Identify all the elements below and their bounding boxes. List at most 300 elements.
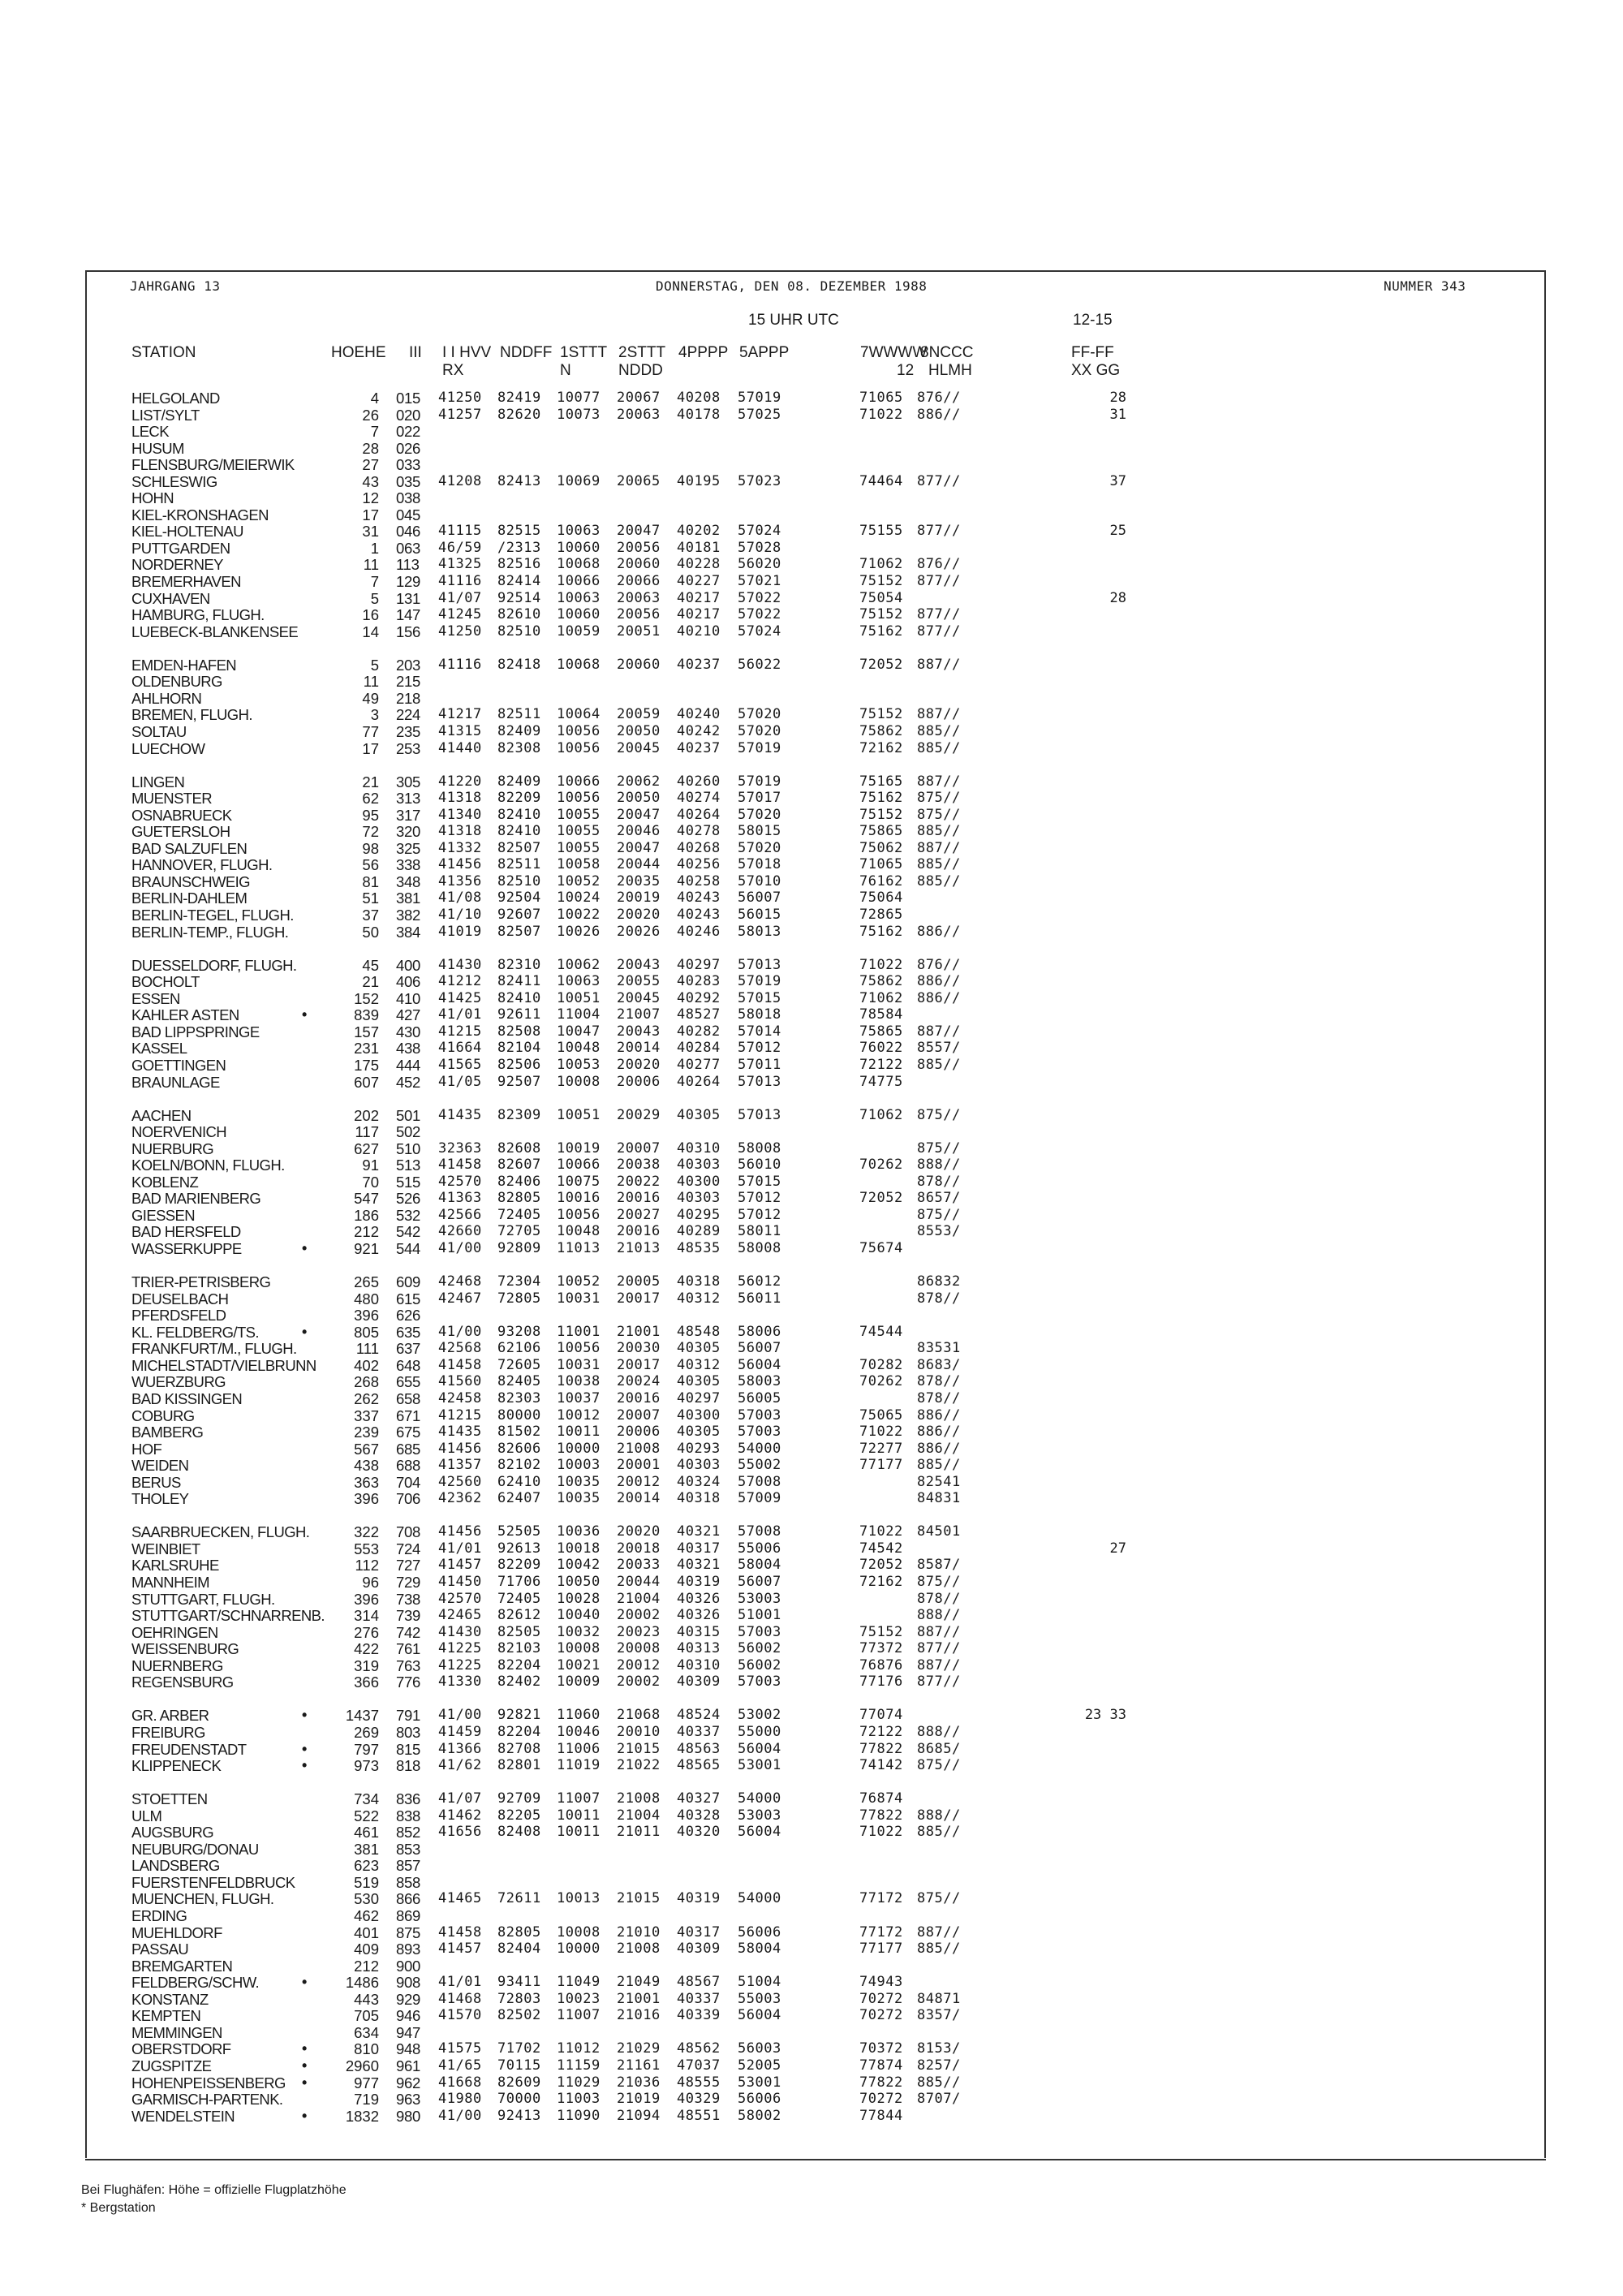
synop-group: 20002	[617, 1674, 661, 1690]
synop-group: 10055	[557, 840, 601, 856]
synop-group: 10077	[557, 390, 601, 406]
station-name: WEINBIET	[131, 1540, 200, 1557]
synop-group: 21008	[617, 1441, 661, 1457]
synop-group: 48562	[677, 2040, 721, 2057]
station-name: HELGOLAND	[131, 390, 220, 407]
synop-group: 82620	[497, 407, 541, 423]
station-index: 658	[396, 1390, 420, 1407]
col-7wwww-label: 7WWWW	[860, 344, 928, 361]
synop-group: 55000	[738, 1724, 781, 1740]
station-name: FLENSBURG/MEIERWIK	[131, 456, 295, 473]
weather-group: 72052	[859, 1190, 903, 1206]
synop-group: 40202	[677, 523, 721, 539]
station-row	[0, 1707, 1623, 1724]
station-index: 510	[396, 1140, 420, 1157]
col-8nccc-sub: HLMH	[928, 362, 972, 379]
synop-group: 57028	[738, 540, 781, 556]
synop-group: 10060	[557, 606, 601, 622]
synop-group: 10048	[557, 1040, 601, 1056]
synop-group: 41/01	[438, 1540, 482, 1557]
synop-group: 82414	[497, 573, 541, 589]
station-name: MUENCHEN, FLUGH.	[131, 1890, 274, 1907]
station-height: 91	[362, 1157, 379, 1174]
synop-group: 71706	[497, 1574, 541, 1590]
station-name: THOLEY	[131, 1490, 189, 1507]
synop-group: 57020	[738, 706, 781, 722]
station-row	[0, 1874, 1623, 1891]
synop-group: 40326	[677, 1591, 721, 1607]
synop-group: 20008	[617, 1640, 661, 1656]
station-height: 157	[354, 1023, 379, 1040]
synop-group: 10038	[557, 1373, 601, 1389]
synop-group: 40337	[677, 1991, 721, 2007]
station-name: BAD SALZUFLEN	[131, 840, 248, 857]
synop-group: 82205	[497, 1807, 541, 1824]
weather-group: 74775	[859, 1074, 903, 1090]
col-8nccc-label: 8NCCC	[920, 344, 974, 361]
station-name: BAD MARIENBERG	[131, 1190, 261, 1207]
station-name: AHLHORN	[131, 690, 202, 707]
synop-group: 40217	[677, 606, 721, 622]
synop-group: 82303	[497, 1390, 541, 1406]
synop-group: 57015	[738, 1174, 781, 1190]
station-index: 675	[396, 1424, 420, 1441]
synop-group: 82418	[497, 657, 541, 673]
station-height: 12	[362, 489, 379, 506]
synop-group: 21008	[617, 1790, 661, 1807]
synop-group: 82405	[497, 1373, 541, 1389]
synop-group: 72304	[497, 1273, 541, 1290]
synop-group: 41/07	[438, 1790, 482, 1807]
weather-group: 71065	[859, 390, 903, 406]
synop-group: 82612	[497, 1607, 541, 1623]
station-row	[0, 1290, 1623, 1307]
synop-group: 40283	[677, 973, 721, 989]
synop-group: 42560	[438, 1474, 482, 1490]
synop-group: /2313	[497, 540, 541, 556]
synop-group: 40318	[677, 1273, 721, 1290]
synop-group: 57024	[738, 523, 781, 539]
synop-group: 10031	[557, 1357, 601, 1373]
station-row	[0, 423, 1623, 440]
synop-group: 54000	[738, 1441, 781, 1457]
synop-group: 41656	[438, 1824, 482, 1840]
synop-group: 20006	[617, 1074, 661, 1090]
cloud-group: 885//	[917, 2074, 961, 2091]
station-height: 530	[354, 1890, 379, 1907]
gust-value: 27	[1109, 1540, 1126, 1557]
cloud-group: 887//	[917, 840, 961, 856]
synop-group: 62106	[497, 1340, 541, 1356]
station-height: 56	[362, 856, 379, 873]
synop-group: 82607	[497, 1157, 541, 1173]
synop-group: 10011	[557, 1424, 601, 1440]
station-index: 648	[396, 1357, 420, 1374]
station-height: 337	[354, 1407, 379, 1424]
synop-group: 72605	[497, 1357, 541, 1373]
col-ffff-sub: XX GG	[1071, 362, 1121, 379]
synop-group: 40243	[677, 890, 721, 906]
station-name: OLDENBURG	[131, 673, 222, 690]
station-height: 186	[354, 1207, 379, 1224]
station-index: 218	[396, 690, 420, 707]
synop-group: 10026	[557, 924, 601, 940]
synop-group: 72805	[497, 1290, 541, 1307]
synop-group: 20001	[617, 1457, 661, 1473]
synop-group: 20024	[617, 1373, 661, 1389]
station-row	[0, 440, 1623, 457]
cloud-group: 885//	[917, 723, 961, 739]
station-height: 50	[362, 924, 379, 941]
station-row	[0, 1591, 1623, 1608]
synop-group: 82506	[497, 1057, 541, 1073]
station-row	[0, 907, 1623, 924]
station-height: 839	[354, 1006, 379, 1023]
synop-group: 40217	[677, 590, 721, 606]
mountain-station-note: * Bergstation	[81, 2201, 156, 2215]
synop-group: 20012	[617, 1657, 661, 1674]
synop-group: 40319	[677, 1574, 721, 1590]
station-name: BAMBERG	[131, 1424, 204, 1441]
synop-group: 57023	[738, 473, 781, 489]
station-height: 607	[354, 1074, 379, 1091]
station-row	[0, 1741, 1623, 1758]
synop-group: 10035	[557, 1474, 601, 1490]
synop-group: 40178	[677, 407, 721, 423]
synop-group: 82805	[497, 1190, 541, 1206]
station-index: 609	[396, 1273, 420, 1290]
synop-group: 41459	[438, 1724, 482, 1740]
station-name: STUTTGART/SCHNARRENB.	[131, 1607, 325, 1624]
cloud-group: 886//	[917, 407, 961, 423]
station-name: PASSAU	[131, 1941, 189, 1958]
mountain-station-marker: •	[302, 1240, 308, 1256]
weather-group: 71062	[859, 990, 903, 1006]
station-row	[0, 990, 1623, 1007]
synop-group: 10021	[557, 1657, 601, 1674]
weather-group: 72122	[859, 1057, 903, 1073]
synop-group: 41115	[438, 523, 482, 539]
synop-group: 40264	[677, 1074, 721, 1090]
station-height: 5	[370, 590, 379, 607]
station-row	[0, 1890, 1623, 1907]
station-name: CUXHAVEN	[131, 590, 210, 607]
synop-group: 40309	[677, 1941, 721, 1957]
weather-group: 75162	[859, 623, 903, 640]
station-index: 763	[396, 1657, 420, 1674]
station-row	[0, 2057, 1623, 2074]
station-name: BAD HERSFELD	[131, 1223, 241, 1240]
station-height: 314	[354, 1607, 379, 1624]
synop-group: 10023	[557, 1991, 601, 2007]
synop-group: 41664	[438, 1040, 482, 1056]
synop-group: 11007	[557, 1790, 601, 1807]
synop-group: 82411	[497, 973, 541, 989]
synop-group: 57013	[738, 1074, 781, 1090]
cloud-group: 888//	[917, 1807, 961, 1824]
station-index: 836	[396, 1790, 420, 1807]
station-row	[0, 1640, 1623, 1657]
station-height: 734	[354, 1790, 379, 1807]
station-row	[0, 1340, 1623, 1357]
station-name: FREIBURG	[131, 1724, 205, 1741]
station-index: 962	[396, 2074, 420, 2091]
station-row	[0, 1457, 1623, 1474]
synop-group: 41217	[438, 706, 482, 722]
cloud-group: 888//	[917, 1724, 961, 1740]
synop-group: 82310	[497, 957, 541, 973]
station-name: GARMISCH-PARTENK.	[131, 2091, 283, 2108]
station-index: 215	[396, 673, 420, 690]
synop-group: 20055	[617, 973, 661, 989]
col-ffff	[1071, 344, 1120, 380]
cloud-group: 885//	[917, 740, 961, 756]
cloud-group: 83531	[917, 1340, 961, 1356]
synop-group: 40300	[677, 1407, 721, 1424]
station-index: 131	[396, 590, 420, 607]
synop-group: 82103	[497, 1640, 541, 1656]
synop-group: 11004	[557, 1006, 601, 1023]
station-height: 519	[354, 1874, 379, 1891]
station-name: DEUSELBACH	[131, 1290, 229, 1307]
synop-group: 41215	[438, 1023, 482, 1040]
mountain-station-marker: •	[302, 2040, 308, 2057]
synop-group: 20030	[617, 1340, 661, 1356]
synop-group: 82406	[497, 1174, 541, 1190]
synop-group: 41465	[438, 1890, 482, 1906]
station-height: 265	[354, 1273, 379, 1290]
col-iihvv	[442, 344, 491, 380]
cloud-group: 877//	[917, 1674, 961, 1690]
station-name: ESSEN	[131, 990, 180, 1007]
station-name: HOHN	[131, 489, 174, 506]
weather-group: 76022	[859, 1040, 903, 1056]
station-height: 72	[362, 823, 379, 840]
station-height: 27	[362, 456, 379, 473]
synop-group: 41/00	[438, 1240, 482, 1256]
station-row	[0, 1907, 1623, 1924]
station-index: 727	[396, 1557, 420, 1574]
station-name: COBURG	[131, 1407, 195, 1424]
station-index: 688	[396, 1457, 420, 1474]
synop-group: 56006	[738, 2091, 781, 2107]
synop-group: 20063	[617, 590, 661, 606]
weather-group: 71022	[859, 407, 903, 423]
synop-group: 41440	[438, 740, 482, 756]
col-iihvv-sub: RX	[442, 362, 464, 379]
synop-group: 10064	[557, 706, 601, 722]
cloud-group: 885//	[917, 856, 961, 872]
synop-group: 40328	[677, 1807, 721, 1824]
weather-group: 75674	[859, 1240, 903, 1256]
synop-group: 48548	[677, 1324, 721, 1340]
weather-group: 77172	[859, 1924, 903, 1941]
synop-group: 20002	[617, 1607, 661, 1623]
synop-group: 40324	[677, 1474, 721, 1490]
issue-date: DONNERSTAG, DEN 08. DEZEMBER 1988	[656, 278, 928, 294]
station-index: 615	[396, 1290, 420, 1307]
station-index: 542	[396, 1223, 420, 1240]
station-row	[0, 1190, 1623, 1207]
col-4pppp: 4PPPP	[678, 344, 729, 361]
col-2sttt	[618, 344, 665, 380]
station-name: HUSUM	[131, 440, 184, 457]
station-row	[0, 856, 1623, 873]
synop-group: 82419	[497, 390, 541, 406]
synop-group: 10008	[557, 1924, 601, 1941]
synop-group: 10011	[557, 1824, 601, 1840]
weather-group: 77074	[859, 1707, 903, 1723]
col-5appp: 5APPP	[739, 344, 790, 361]
station-name: EMDEN-HAFEN	[131, 657, 237, 674]
synop-group: 10056	[557, 790, 601, 806]
synop-group: 41/07	[438, 590, 482, 606]
station-name: NOERVENICH	[131, 1123, 227, 1140]
station-row	[0, 1174, 1623, 1191]
synop-group: 92504	[497, 890, 541, 906]
synop-group: 10016	[557, 1190, 601, 1206]
weather-group: 72122	[859, 1724, 903, 1740]
station-name: KLIPPENECK	[131, 1757, 222, 1774]
mountain-station-marker: •	[302, 1757, 308, 1773]
synop-group: 82404	[497, 1941, 541, 1957]
station-row	[0, 1273, 1623, 1290]
station-name: WEISSENBURG	[131, 1640, 239, 1657]
station-row	[0, 1657, 1623, 1674]
synop-group: 20020	[617, 1523, 661, 1540]
station-height: 11	[363, 556, 379, 573]
station-index: 020	[396, 407, 420, 424]
synop-group: 82308	[497, 740, 541, 756]
station-name: AUGSBURG	[131, 1824, 214, 1841]
synop-group: 53001	[738, 2074, 781, 2091]
synop-group: 41435	[438, 1424, 482, 1440]
station-name: BREMGARTEN	[131, 1958, 233, 1975]
synop-group: 40210	[677, 623, 721, 640]
synop-group: 21049	[617, 1974, 661, 1990]
station-row	[0, 1490, 1623, 1507]
synop-group: 82104	[497, 1040, 541, 1056]
station-height: 98	[362, 840, 379, 857]
synop-group: 57022	[738, 590, 781, 606]
station-height: 21	[362, 973, 379, 990]
synop-group: 82209	[497, 790, 541, 806]
weather-group: 74542	[859, 1540, 903, 1557]
station-row	[0, 1857, 1623, 1874]
synop-group: 10062	[557, 957, 601, 973]
synop-group: 41116	[438, 573, 482, 589]
synop-group: 72705	[497, 1223, 541, 1239]
synop-group: 41250	[438, 390, 482, 406]
station-index: 038	[396, 489, 420, 506]
station-name: BOCHOLT	[131, 973, 200, 990]
synop-group: 10022	[557, 907, 601, 923]
synop-group: 56007	[738, 1574, 781, 1590]
station-name: PUTTGARDEN	[131, 540, 230, 557]
station-name: KOBLENZ	[131, 1174, 199, 1191]
synop-group: 41/62	[438, 1757, 482, 1773]
weather-group: 77176	[859, 1674, 903, 1690]
station-name: NUERNBERG	[131, 1657, 223, 1674]
cloud-group: 8683/	[917, 1357, 961, 1373]
synop-group: 41116	[438, 657, 482, 673]
synop-group: 21068	[617, 1707, 661, 1723]
gust-value: 25	[1109, 523, 1126, 539]
station-index: 655	[396, 1373, 420, 1390]
station-name: SOLTAU	[131, 723, 187, 740]
station-index: 818	[396, 1757, 420, 1774]
synop-group: 82502	[497, 2007, 541, 2023]
synop-group: 40256	[677, 856, 721, 872]
synop-group: 20043	[617, 957, 661, 973]
weather-group: 71062	[859, 556, 903, 572]
synop-group: 92709	[497, 1790, 541, 1807]
synop-group: 57012	[738, 1207, 781, 1223]
synop-group: 52005	[738, 2057, 781, 2074]
synop-group: 57013	[738, 1107, 781, 1123]
synop-group: 41215	[438, 1407, 482, 1424]
station-index: 147	[396, 606, 420, 623]
station-row	[0, 657, 1623, 674]
synop-group: 40228	[677, 556, 721, 572]
station-height: 262	[354, 1390, 379, 1407]
weather-group: 75862	[859, 973, 903, 989]
station-height: 396	[354, 1591, 379, 1608]
synop-group: 41208	[438, 473, 482, 489]
weather-group: 77822	[859, 2074, 903, 2091]
station-height: 7	[370, 423, 379, 440]
synop-group: 41430	[438, 1624, 482, 1640]
synop-group: 20056	[617, 606, 661, 622]
station-index: 410	[396, 990, 420, 1007]
synop-group: 10075	[557, 1174, 601, 1190]
weather-group: 75152	[859, 807, 903, 823]
station-name: ERDING	[131, 1907, 187, 1924]
synop-group: 32363	[438, 1140, 482, 1157]
station-height: 16	[362, 606, 379, 623]
synop-group: 40277	[677, 1057, 721, 1073]
synop-group: 10037	[557, 1390, 601, 1406]
synop-group: 10008	[557, 1640, 601, 1656]
mountain-station-marker: •	[302, 1741, 308, 1757]
station-height: 797	[354, 1741, 379, 1758]
synop-group: 57018	[738, 856, 781, 872]
synop-group: 57008	[738, 1474, 781, 1490]
station-name: BERLIN-TEMP., FLUGH.	[131, 924, 289, 941]
synop-group: 57022	[738, 606, 781, 622]
synop-group: 40246	[677, 924, 721, 940]
synop-group: 40195	[677, 473, 721, 489]
station-row	[0, 456, 1623, 473]
station-row	[0, 573, 1623, 590]
station-index: 637	[396, 1340, 420, 1357]
station-row	[0, 1824, 1623, 1841]
station-height: 623	[354, 1857, 379, 1874]
synop-group: 53003	[738, 1591, 781, 1607]
station-row	[0, 1307, 1623, 1324]
synop-group: 10051	[557, 1107, 601, 1123]
station-row	[0, 690, 1623, 707]
synop-group: 42570	[438, 1174, 482, 1190]
synop-group: 40282	[677, 1023, 721, 1040]
col-1sttt-sub: N	[560, 362, 571, 379]
cloud-group: 887//	[917, 1624, 961, 1640]
synop-group: 82410	[497, 823, 541, 839]
station-index: 063	[396, 540, 420, 557]
synop-group: 20060	[617, 556, 661, 572]
synop-group: 20014	[617, 1040, 661, 1056]
synop-group: 57025	[738, 407, 781, 423]
